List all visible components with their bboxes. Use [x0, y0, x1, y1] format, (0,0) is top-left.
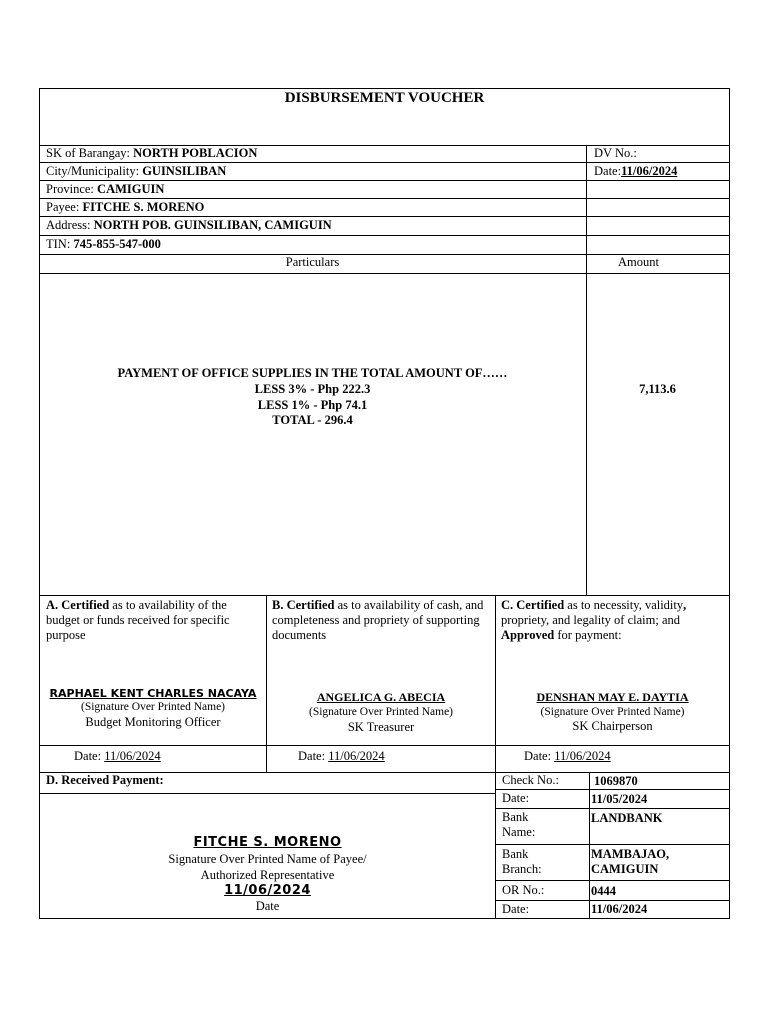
cert-c-body-1: as to necessity, validity	[564, 598, 684, 612]
row-line	[39, 180, 730, 181]
bank-name-label-2: Name:	[502, 825, 536, 839]
cert-c-date-value: 11/06/2024	[554, 749, 611, 763]
cert-b-sig: (Signature Over Printed Name)	[308, 706, 454, 718]
col-line	[586, 145, 587, 596]
col-line	[589, 772, 590, 919]
cert-b-bold: B. Certified	[272, 598, 335, 612]
cert-a-date-value: 11/06/2024	[104, 749, 161, 763]
cert-b-date-value: 11/06/2024	[328, 749, 385, 763]
dv-no-label: DV No.:	[594, 146, 637, 160]
bank-branch-label-2: Branch:	[502, 862, 542, 876]
col-line	[495, 595, 496, 919]
cert-c-approved: Approved	[501, 628, 555, 642]
province-label: Province:	[46, 182, 94, 196]
border-left	[39, 88, 40, 919]
cert-b-date-label: Date:	[298, 749, 326, 763]
received-date-value: 11/06/2024	[224, 883, 311, 898]
city-field	[46, 164, 226, 179]
row-line	[39, 793, 495, 794]
bank-name-label-1: Bank	[502, 810, 529, 824]
cert-b-text	[272, 598, 492, 643]
received-sig-line-2: Authorized Representative	[200, 868, 335, 882]
row-line	[495, 900, 730, 901]
check-no-label: Check No.:	[502, 773, 559, 787]
row-line	[39, 235, 730, 236]
cert-c-comma: ,	[683, 598, 687, 612]
address-value: NORTH POB. GUINSILIBAN, CAMIGUIN	[93, 218, 332, 232]
cert-c-position: SK Chairperson	[572, 719, 653, 733]
bank-branch-value-1: MAMBAJAO,	[591, 847, 670, 861]
cert-c-sig: (Signature Over Printed Name)	[540, 706, 685, 718]
check-date-label: Date:	[502, 791, 530, 805]
check-no-value: 1069870	[594, 774, 638, 788]
cert-a-text	[46, 598, 262, 643]
city-value: GUINSILIBAN	[142, 164, 227, 178]
cert-b-date	[298, 749, 385, 764]
particulars-header: Particulars	[285, 255, 340, 269]
received-date-label: Date	[255, 899, 280, 913]
row-line	[39, 216, 730, 217]
particulars-line-3: LESS 1% - Php 74.1	[257, 398, 368, 412]
bank-branch-label-1: Bank	[502, 847, 529, 861]
particulars-line-4: TOTAL - 296.4	[272, 413, 353, 427]
row-line	[39, 198, 730, 199]
cert-a-bold: A. Certified	[46, 598, 110, 612]
payee-value: FITCHE S. MORENO	[82, 200, 205, 214]
received-sig-line-1: Signature Over Printed Name of Payee/	[168, 852, 367, 866]
cert-b-name: ANGELICA G. ABECIA	[316, 690, 446, 704]
dv-date-label: Date:	[594, 164, 622, 178]
row-line	[39, 595, 730, 596]
cert-b-position: SK Treasurer	[347, 720, 415, 734]
barangay-field	[46, 146, 257, 161]
row-line	[495, 808, 730, 809]
border-right	[729, 88, 730, 919]
barangay-label: SK of Barangay:	[46, 146, 131, 160]
row-line	[39, 273, 730, 274]
cert-c-bold: C. Certified	[501, 598, 565, 612]
received-title: D. Received Payment:	[46, 773, 164, 787]
bank-branch-value-2: CAMIGUIN	[591, 862, 659, 876]
dv-date-field	[594, 164, 677, 179]
row-line	[495, 880, 730, 881]
row-line	[495, 789, 730, 790]
or-no-value: 0444	[591, 884, 616, 898]
row-line	[495, 844, 730, 845]
cert-a-date	[74, 749, 161, 764]
or-date-label: Date:	[502, 902, 530, 916]
cert-c-date-label: Date:	[524, 749, 552, 763]
cert-a-body: as to availability of the budget or funds received for specific purpose	[46, 598, 230, 642]
tin-field	[46, 237, 161, 252]
cert-a-date-label: Date:	[74, 749, 102, 763]
address-field	[46, 218, 332, 233]
cert-a-position: Budget Monitoring Officer	[85, 715, 221, 729]
tin-label: TIN:	[46, 237, 71, 251]
cert-a-name: RAPHAEL KENT CHARLES NACAYA	[49, 687, 257, 700]
address-label: Address:	[46, 218, 91, 232]
received-payee-name: FITCHE S. MORENO	[193, 835, 342, 850]
cert-a-sig: (Signature Over Printed Name)	[80, 701, 226, 713]
cert-c-body-2: propriety, and legality of claim; and	[501, 613, 680, 627]
col-line	[266, 595, 267, 773]
amount-value: 7,113.6	[639, 382, 676, 396]
city-label: City/Municipality:	[46, 164, 140, 178]
particulars-line-1: PAYMENT OF OFFICE SUPPLIES IN THE TOTAL AMOUNT OF……	[117, 366, 508, 380]
page-title: DISBURSEMENT VOUCHER	[284, 90, 485, 106]
particulars-line-2: LESS 3% - Php 222.3	[254, 382, 371, 396]
payee-label: Payee:	[46, 200, 80, 214]
amount-header: Amount	[618, 255, 659, 269]
province-field	[46, 182, 164, 197]
or-no-label: OR No.:	[502, 883, 545, 897]
cert-b-body: as to availability of cash, and completeness and propriety of supporting documents	[272, 598, 484, 642]
cert-c-name: DENSHAN MAY E. DAYTIA	[536, 690, 689, 704]
dv-date-value: 11/06/2024	[621, 164, 678, 178]
check-date-value: 11/05/2024	[591, 792, 648, 806]
tin-value: 745-855-547-000	[73, 237, 161, 251]
barangay-value: NORTH POBLACION	[133, 146, 258, 160]
province-value: CAMIGUIN	[97, 182, 165, 196]
cert-c-text	[501, 598, 727, 643]
border-bottom	[39, 918, 730, 919]
cert-c-date	[524, 749, 611, 764]
cert-c-body-3: for payment:	[554, 628, 622, 642]
row-line	[39, 745, 730, 746]
bank-name-value: LANDBANK	[591, 811, 663, 825]
payee-field	[46, 200, 204, 215]
row-line	[39, 162, 730, 163]
or-date-value: 11/06/2024	[591, 902, 648, 916]
